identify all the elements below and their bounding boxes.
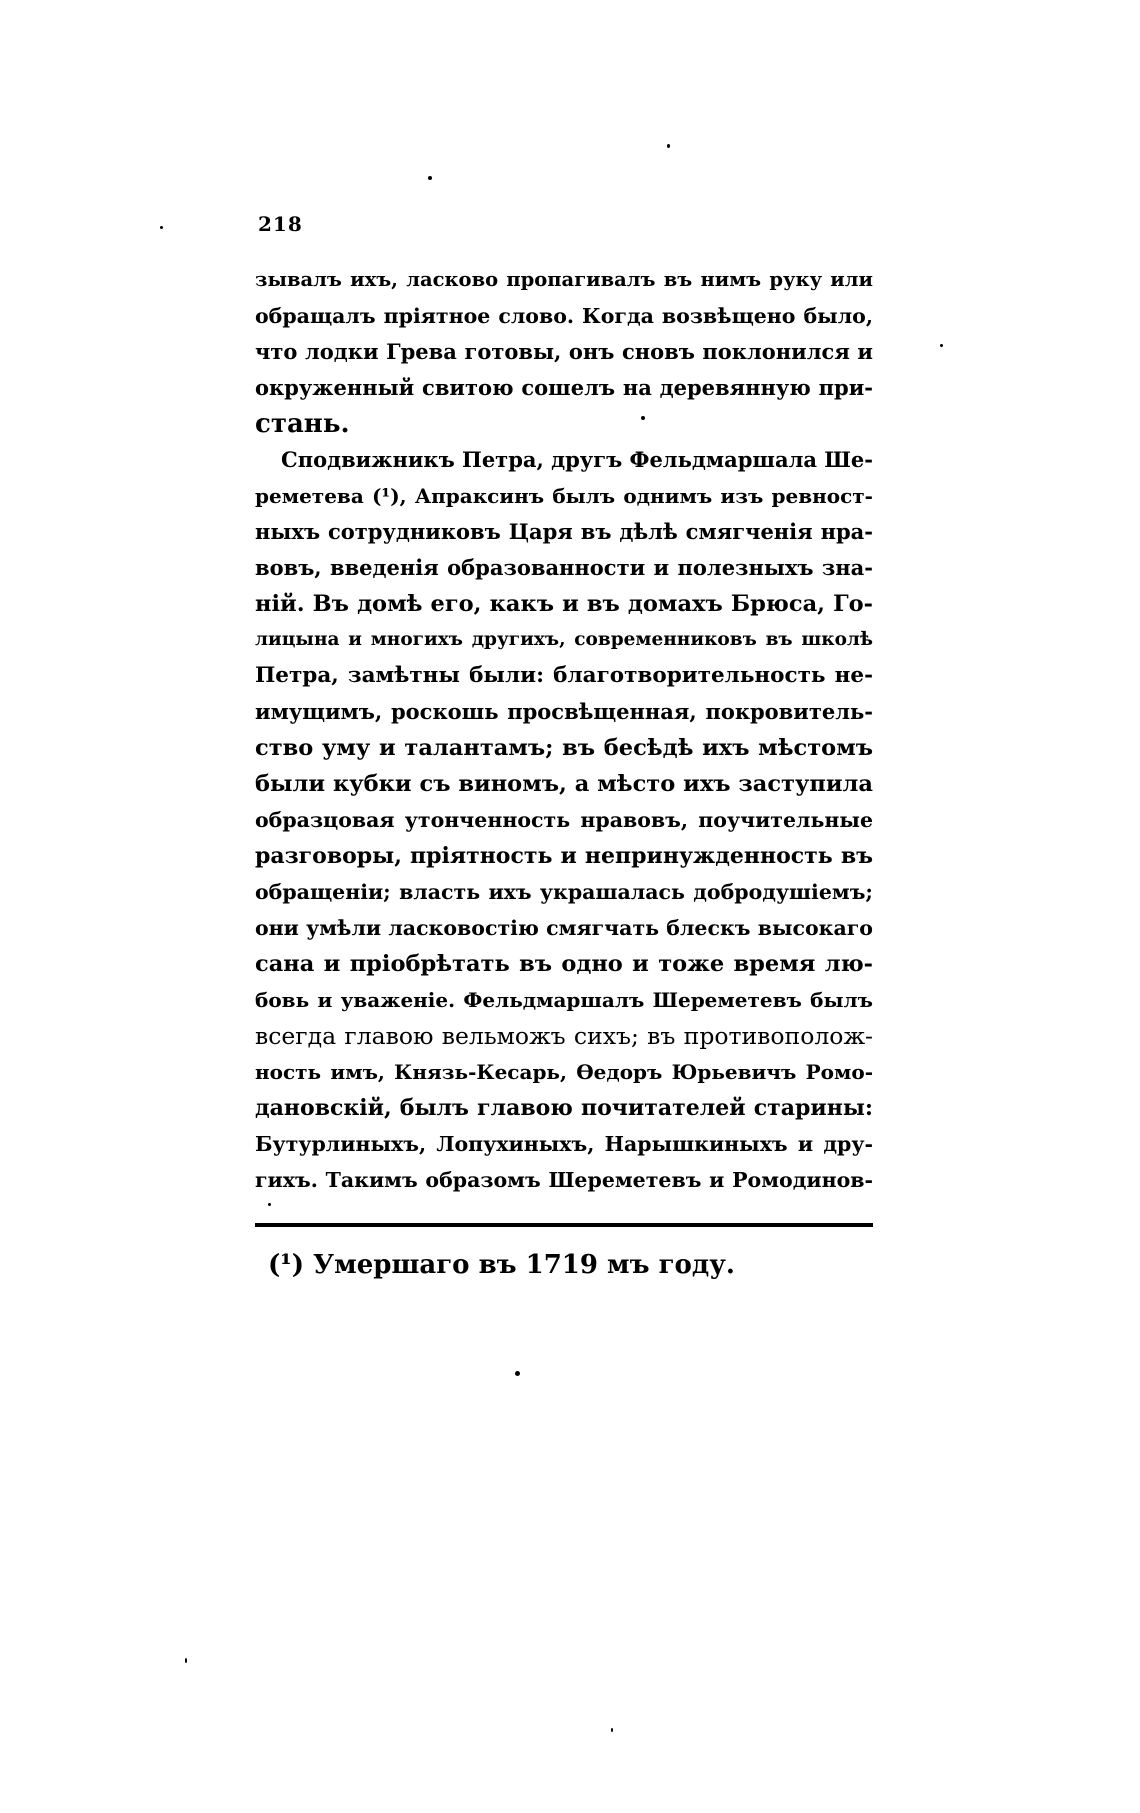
scan-speck <box>667 144 670 148</box>
scan-speck <box>185 1658 187 1663</box>
text-line: имущимъ, роскошь просвѣщенная, покровитель- <box>255 699 873 724</box>
text-line: вовъ, введенія образованности и полезныхъ зна- <box>255 555 873 580</box>
text-line: что лодки Грева готовы, онъ сновъ поклонился и <box>255 339 873 364</box>
text-line: они умѣли ласковостію смягчать блескъ высокаго <box>255 916 873 940</box>
text-line: Бутурлиныхъ, Лопухиныхъ, Нарышкиныхъ и дру- <box>255 1132 873 1156</box>
scan-speck <box>160 226 163 229</box>
text-line: стань. <box>255 409 350 439</box>
page-number: 218 <box>258 212 303 236</box>
text-line: ство уму и талантамъ; въ бесѣдѣ ихъ мѣстомъ <box>255 735 873 761</box>
scan-speck <box>515 1371 520 1376</box>
body-text <box>255 262 873 1198</box>
text-line: всегда главою вельможъ сихъ; въ противополож- <box>255 1022 873 1050</box>
text-line: образцовая утонченность нравовъ, поучительные <box>255 808 873 832</box>
text-line: лицына и многихъ другихъ, современниковъ въ школѣ <box>255 629 873 650</box>
text-line: Петра, замѣтны были: благотворительность не- <box>255 663 873 688</box>
scan-speck <box>940 344 943 347</box>
text-line: окруженный свитою сошелъ на деревянную при- <box>255 375 873 400</box>
text-line: были кубки съ виномъ, а мѣсто ихъ заступила <box>255 771 873 797</box>
text-line: сана и пріобрѣтать въ одно и тоже время лю- <box>255 951 873 977</box>
text-line: разговоры, пріятность и непринужденность въ <box>255 843 873 869</box>
footnote-rule <box>255 1223 873 1227</box>
text-line: реметева (¹), Апраксинъ былъ однимъ изъ ревност- <box>255 484 873 508</box>
text-line: гихъ. Такимъ образомъ Шереметевъ и Ромодинов- <box>255 1168 873 1192</box>
scan-speck <box>641 416 645 420</box>
scan-speck <box>268 1203 271 1206</box>
text-line: ныхъ сотрудниковъ Царя въ дѣлѣ смягченія нра- <box>255 519 873 544</box>
text-line: зывалъ ихъ, ласково пропагивалъ въ нимъ руку или <box>255 268 873 291</box>
text-line: дановскій, былъ главою почитателей старины: <box>255 1095 873 1121</box>
text-line: ность имъ, Князь-Кесарь, Өедоръ Юрьевичъ Ромо- <box>255 1060 873 1084</box>
text-line: обращеніи; власть ихъ украшалась добродушіемъ; <box>255 880 873 904</box>
text-line: бовь и уваженіе. Фельдмаршалъ Шереметевъ былъ <box>255 988 873 1012</box>
scan-speck <box>611 1728 613 1732</box>
text-line: ній. Въ домѣ его, какъ и въ домахъ Брюса, Го- <box>255 591 873 617</box>
footnote: (¹) Умершаго въ 1719 мъ году. <box>268 1250 735 1280</box>
scan-speck <box>428 176 432 180</box>
text-line: Сподвижникъ Петра, другъ Фельдмаршала Ше- <box>281 447 873 472</box>
text-line: обращалъ пріятное слово. Когда возвѣщено было, <box>255 304 873 328</box>
